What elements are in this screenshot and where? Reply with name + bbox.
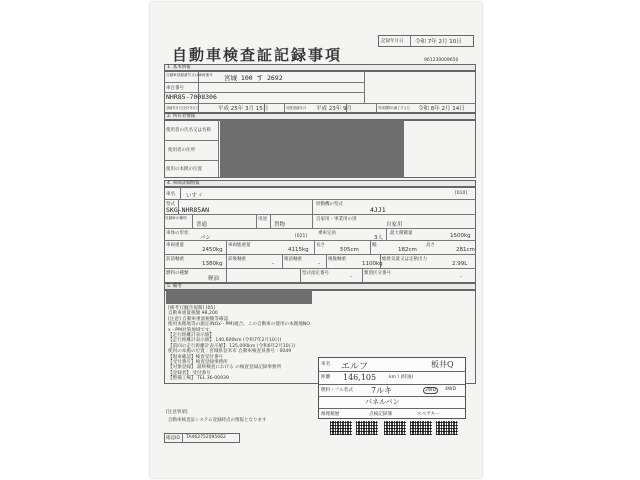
remarks-line: 【走行距離計表示値】 140,600km (令和7年2月10日) bbox=[168, 338, 282, 344]
max-load-label: 最大積載量 bbox=[390, 231, 413, 236]
front-rear-axle-label: 前後軸重 bbox=[228, 257, 246, 262]
width-label: 幅 bbox=[372, 243, 377, 248]
qr-code bbox=[436, 421, 458, 435]
spec-number-label: 型式指定番号 bbox=[302, 271, 329, 276]
card-fuel-value: 7ルキ bbox=[371, 386, 393, 395]
qr-code bbox=[356, 421, 378, 435]
model-label: 型式 bbox=[166, 202, 175, 207]
section-basic-header: 1. 基本情報 bbox=[164, 64, 476, 71]
remarks-line: 【対象登録】 最終検査における の検査登録記録事務所 bbox=[168, 365, 282, 371]
remarks-line: 使用本拠地等の規定(NOx・PM)適合。この自動車の使用の本拠地NO bbox=[168, 322, 310, 328]
model-value: SKG-NHR85AN bbox=[166, 206, 210, 214]
first-registration-value: 平成 25年 3月 15日 bbox=[218, 106, 269, 112]
max-load-value: 1500kg bbox=[450, 233, 471, 239]
remarks-line: 【前回の走行距離計表示値】 125,000km (令和6年2月10日) bbox=[168, 343, 296, 349]
owner-base-label: 使用の本拠の位置 bbox=[166, 167, 202, 172]
redacted-remarks bbox=[166, 290, 312, 304]
capacity-label: 乗車定員 bbox=[318, 231, 336, 236]
gross-value: 4115kg bbox=[288, 247, 309, 253]
handwritten-vehicle-card bbox=[318, 357, 466, 419]
front-rear-axle-value: - bbox=[272, 261, 274, 267]
weight-value: 2450kg bbox=[202, 247, 223, 253]
rear-front-axle-label: 後前軸重 bbox=[284, 257, 302, 262]
remarks-line: x・PM対策地域です。 bbox=[168, 327, 214, 333]
gross-label: 車両総重量 bbox=[228, 243, 251, 248]
card-spare-key-label: スペアキー bbox=[417, 412, 440, 417]
card-body-note: パネルバン bbox=[365, 398, 400, 406]
card-2wd-option[interactable]: 2WD bbox=[425, 388, 437, 393]
first-registration-label: 登録年月日/交付年月日 bbox=[166, 106, 199, 110]
card-fuel-label: 燃料・フル装式 bbox=[321, 388, 353, 393]
confirmation-id-value: TA462752095662 bbox=[186, 435, 226, 440]
displacement-value: 2.99L bbox=[452, 261, 468, 267]
card-mileage-label: 距離 bbox=[321, 375, 331, 380]
remarks-text-block bbox=[168, 306, 310, 382]
remarks-line: [注意] 自動車重量税額等確認 bbox=[168, 316, 229, 322]
rear-rear-axle-label: 後後軸重 bbox=[328, 257, 346, 262]
remarks-line: 【登録者】 受付番号 bbox=[168, 370, 211, 376]
remarks-line: 【現車確認】検査受付番号 bbox=[168, 354, 224, 360]
private-label: 自家用・事業用の別 bbox=[316, 217, 357, 222]
kind-label: 自動車の種別 bbox=[165, 216, 187, 220]
expiry-label: 有効期間の満了する日 bbox=[378, 106, 410, 110]
document-title: 自動車検査証記録事項 bbox=[172, 46, 343, 64]
remarks-line: 自動車重量税額 ¥8,200 bbox=[168, 311, 218, 317]
confirmation-id-label: 確認ID bbox=[166, 436, 180, 441]
card-4wd-option[interactable]: 4WD bbox=[445, 387, 457, 392]
width-value: 182cm bbox=[398, 247, 417, 253]
front-front-axle-value: 1380kg bbox=[202, 261, 223, 267]
remarks-line: 【受付番号】検査登録事務所 bbox=[168, 360, 228, 366]
displacement-label: 総排気量又は定格出力 bbox=[382, 257, 427, 262]
issue-date-label: 記録年月日 bbox=[381, 39, 404, 44]
section-remarks-header: 5. 備考 bbox=[164, 283, 476, 290]
length-label: 長さ bbox=[316, 243, 325, 248]
card-name-label: 車名 bbox=[321, 362, 331, 367]
section-owner-header: 2. 所有者情報 bbox=[164, 113, 476, 120]
use-value: 貨物 bbox=[274, 222, 286, 228]
owner-address-label: 使用者の住所 bbox=[168, 148, 195, 153]
reg-number-label: 自動車登録番号又は車両番号 bbox=[166, 73, 213, 77]
height-value: 281cm bbox=[456, 247, 475, 253]
card-mileage-value: 146,105 bbox=[343, 373, 377, 382]
fuel-type-label: 燃料の種類 bbox=[166, 271, 189, 276]
make-label: 車名 bbox=[166, 192, 175, 197]
owner-name-label: 使用者の氏名又は名称 bbox=[166, 128, 211, 133]
length-value: 505cm bbox=[340, 247, 359, 253]
category-number-value: - bbox=[460, 274, 462, 280]
category-number-label: 類別区分番号 bbox=[364, 271, 391, 276]
shape-value: バン bbox=[200, 235, 212, 241]
document-number: 961230009650 bbox=[424, 58, 459, 63]
make-value: いすゞ bbox=[186, 193, 203, 199]
remarks-line: 【走行距離計表示値】 bbox=[168, 333, 214, 339]
shape-label: 車体の形状 bbox=[166, 231, 189, 236]
qr-code bbox=[330, 421, 352, 435]
card-repair-label: 修理履歴 bbox=[321, 412, 340, 417]
capacity-value: 3人 bbox=[374, 235, 383, 241]
qr-code bbox=[384, 421, 406, 435]
height-label: 高さ bbox=[426, 243, 435, 248]
rear-rear-axle-value: 1100kg bbox=[362, 261, 383, 267]
engine-value: 4JJ1 bbox=[370, 206, 386, 214]
remarks-line: 【整備工場】 TEL 36-00939 bbox=[168, 376, 229, 382]
front-front-axle-label: 前前軸重 bbox=[166, 257, 184, 262]
issue-date-value: 令和 7年 2月 10日 bbox=[415, 39, 462, 45]
card-mileage-unit: km / (時速) bbox=[389, 375, 414, 380]
card-name-note: 板井Q bbox=[431, 360, 454, 369]
expiry-value: 令和 8年 2月 14日 bbox=[418, 106, 465, 112]
redacted-owner-info bbox=[220, 120, 404, 178]
chassis-number-value: NHR85-7008306 bbox=[166, 93, 217, 101]
card-inspection-label: 点検記録簿 bbox=[369, 412, 392, 417]
qr-code bbox=[410, 421, 432, 435]
kind-value: 普通 bbox=[196, 222, 208, 228]
first-year-value: 平成 23年 9月 bbox=[316, 106, 352, 112]
private-value: 自家用 bbox=[386, 222, 403, 228]
rear-front-axle-value: - bbox=[318, 261, 320, 267]
card-name-value: エルフ bbox=[341, 362, 369, 372]
make-code: [010] bbox=[455, 191, 468, 196]
notice-text: 自動車検査証システム登録時点の情報となります bbox=[168, 418, 267, 423]
chassis-number-label: 車台番号 bbox=[166, 86, 184, 91]
use-label: 用途 bbox=[258, 217, 267, 222]
shape-code: [021] bbox=[295, 234, 308, 239]
notice-heading: [注意事項] bbox=[166, 410, 188, 415]
section-vehicle-header: 4. 車両詳細情報 bbox=[164, 180, 476, 187]
weight-label: 車両重量 bbox=[166, 243, 184, 248]
reg-number-value: 宮城 100 す 2692 bbox=[224, 74, 283, 82]
remarks-line: 使用の本拠の位置 : 宮城県登米市 自動車検査員番号 : 0049 bbox=[168, 349, 292, 355]
remarks-line: [備考] [騒音規制] [05] bbox=[168, 306, 216, 311]
fuel-type-value: 軽油 bbox=[208, 276, 220, 282]
spec-number-value: - bbox=[350, 274, 352, 280]
engine-label: 原動機の型式 bbox=[316, 202, 343, 207]
first-year-label: 初度登録年月 bbox=[286, 106, 307, 110]
